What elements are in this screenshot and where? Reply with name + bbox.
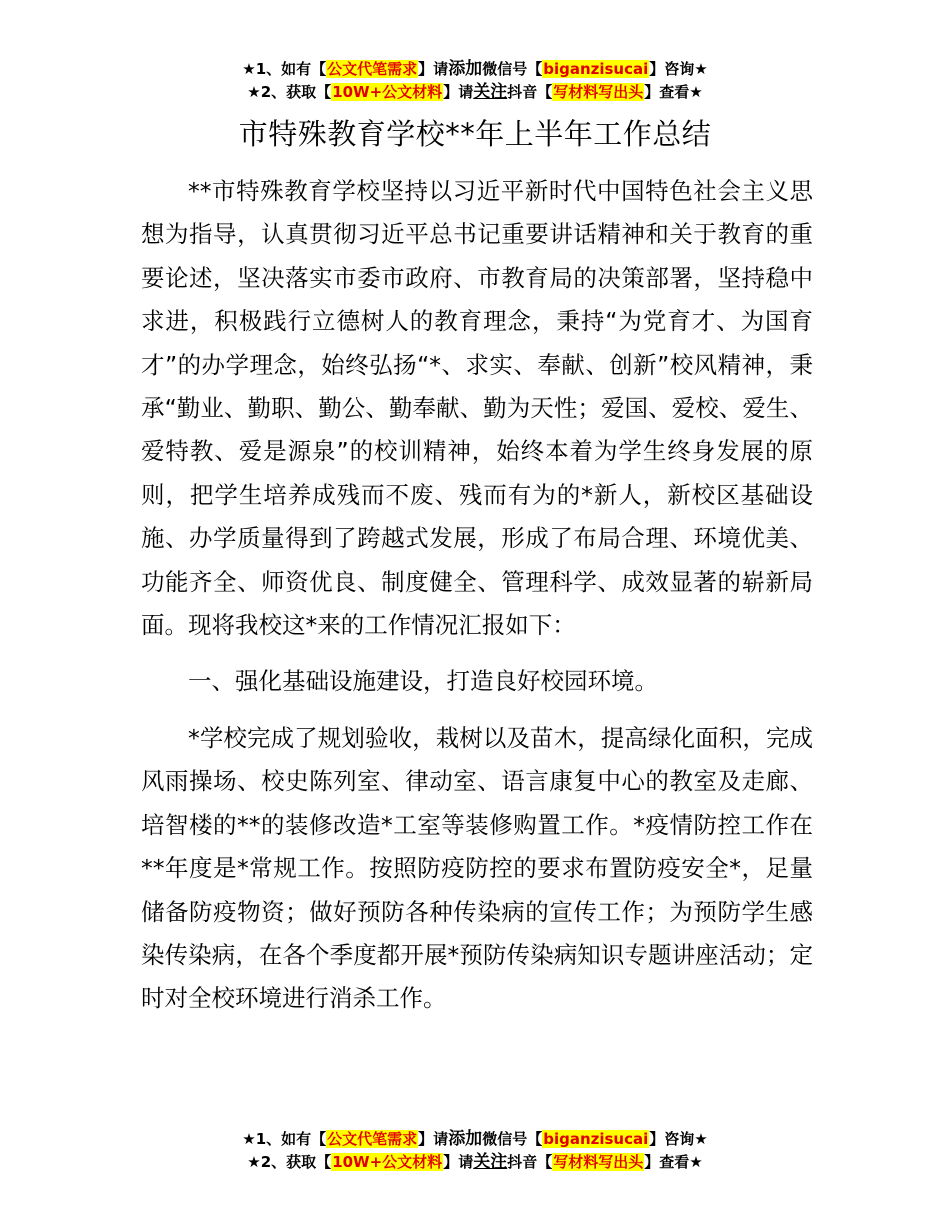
banner-text: 微信号【 (482, 60, 543, 78)
banner-text: 】咨询★ (649, 60, 708, 78)
document-body (141, 170, 813, 1021)
banner-text: ★1、如有【 (242, 1130, 327, 1148)
footer-banner (0, 1128, 950, 1174)
banner-text: 】咨询★ (649, 1130, 708, 1148)
section-heading: 一、强化基础设施建设，打造良好校园环境。 (188, 667, 658, 696)
banner-highlight-douyin: 写材料写出头 (553, 83, 644, 101)
banner-highlight: 10W+公文材料 (332, 1153, 443, 1171)
banner-text: ★2、获取【 (247, 1153, 332, 1171)
banner-text: ★1、如有【 (242, 60, 327, 78)
banner-line-2 (0, 81, 950, 104)
body-paragraph: *学校完成了规划验收，栽树以及苗木，提高绿化面积，完成风雨操场、校史陈列室、律动室、语言康复中心的教室及走廊、培智楼的**的装修改造*工室等装修购置工作。*疫情防控工作在**年度是*常规工作。按照防疫防控的要求布置防疫安全*，足量储备防疫物资；做好预防各种传染病的宣传工作；为预防学生感染传染病，在各个季度都开展*预防传染病知识专题讲座活动；定时对全校环境进行消杀工作。 (141, 723, 813, 1013)
banner-emphasis: 关注 (473, 1152, 508, 1172)
document-title: 市特殊教育学校**年上半年工作总结 (238, 117, 712, 151)
banner-highlight-douyin: 写材料写出头 (553, 1153, 644, 1171)
header-banner (0, 58, 950, 104)
banner-text: 】查看★ (644, 1153, 703, 1171)
banner-highlight-wechat: biganzisucai (543, 1130, 649, 1148)
banner-text: 】查看★ (644, 83, 703, 101)
body-paragraph: **市特殊教育学校坚持以习近平新时代中国特色社会主义思想为指导，认真贯彻习近平总书记重要讲话精神和关于教育的重要论述，坚决落实市委市政府、市教育局的决策部署，坚持稳中求进，积极践行立德树人的教育理念，秉持“为党育才、为国育才”的办学理念，始终弘扬“*、求实、奉献、创新”校风精神，秉承“勤业、勤职、勤公、勤奉献、勤为天性；爱国、爱校、爱生、爱特教、爱是源泉”的校训精神，始终本着为学生终身发展的原则，把学生培养成残而不废、残而有为的*新人，新校区基础设施、办学质量得到了跨越式发展，形成了布局合理、环境优美、功能齐全、师资优良、制度健全、管理科学、成效显著的崭新局面。现将我校这*来的工作情况汇报如下： (141, 177, 813, 640)
banner-highlight: 10W+公文材料 (332, 83, 443, 101)
banner-text: ★2、获取【 (247, 83, 332, 101)
banner-text: 】请 (443, 1153, 474, 1171)
banner-text: 】请 (418, 1130, 449, 1148)
banner-line-2 (0, 1151, 950, 1174)
banner-text: 抖音【 (507, 83, 553, 101)
banner-text: 】请 (443, 83, 474, 101)
banner-emphasis: 添加 (448, 59, 483, 79)
banner-line-1 (0, 58, 950, 81)
banner-text: 微信号【 (482, 1130, 543, 1148)
banner-highlight-wechat: biganzisucai (543, 60, 649, 78)
banner-emphasis: 添加 (448, 1129, 483, 1149)
banner-text: 抖音【 (507, 1153, 553, 1171)
banner-highlight: 公文代笔需求 (327, 60, 418, 78)
banner-line-1 (0, 1128, 950, 1151)
banner-emphasis: 关注 (473, 82, 508, 102)
banner-highlight: 公文代笔需求 (327, 1130, 418, 1148)
banner-text: 】请 (418, 60, 449, 78)
